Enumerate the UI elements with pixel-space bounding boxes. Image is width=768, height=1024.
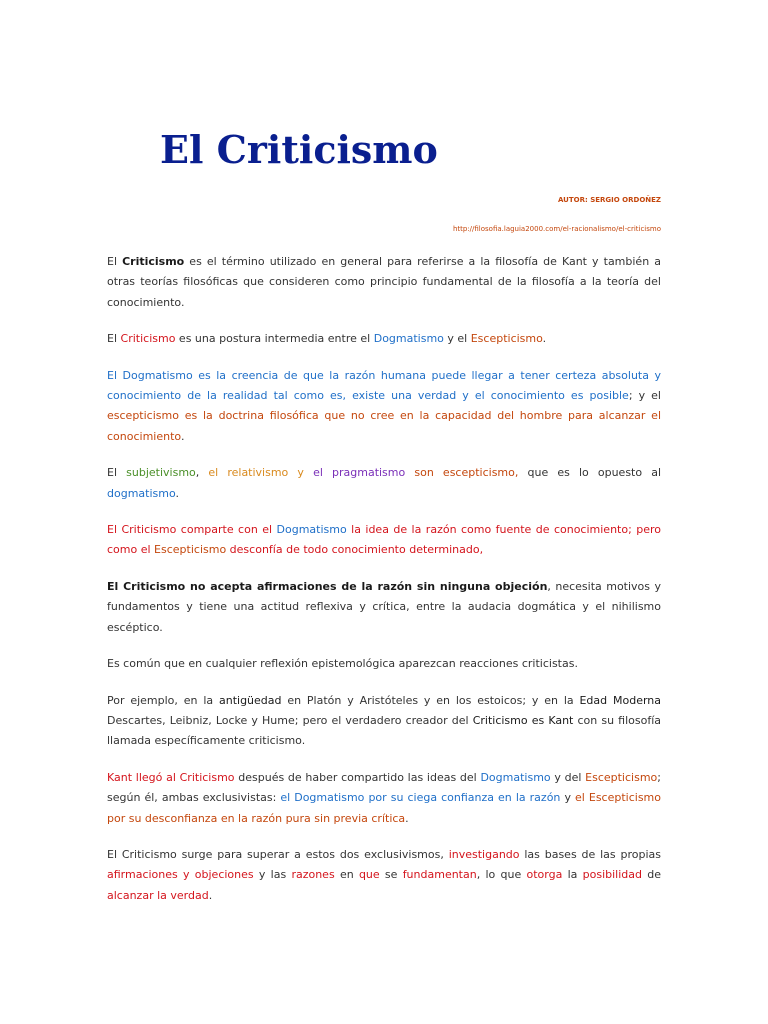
term-antiguedad: antigüedad — [218, 693, 282, 707]
escepticismo-definition: escepticismo es la doctrina filosófica que no cree en la capacidad del hombre para alcanzar el conocimiento — [107, 409, 661, 443]
term-dogmatismo: Dogmatismo — [276, 523, 347, 537]
page-title: El Criticismo — [160, 127, 438, 172]
paragraph-6: El Criticismo no acepta afirmaciones de la razón sin ninguna objeción, necesita motivos y fundamentos y tiene una actitud reflexiva y crítica, entre la audacia dogmática y el nihilismo escéptico. — [107, 579, 661, 634]
term-criticismo-kant: Criticismo es Kant — [472, 713, 574, 727]
paragraph-10: El Criticismo surge para superar a estos dos exclusivismos, investigando las bases de las propias afirmaciones y objeciones y las razones en que se fundamentan, lo que otorga la posibilidad de alcanzar la verdad. — [107, 847, 662, 902]
term-relativismo: el relativismo — [208, 466, 289, 480]
paragraph-4: El subjetivismo, el relativismo y el pragmatismo son escepticismo, que es lo opuesto al dogmatismo. — [107, 466, 662, 500]
term-escepticismo: Escepticismo — [585, 770, 658, 784]
term-pragmatismo: el pragmatismo — [313, 466, 406, 480]
dogmatismo-definition: El Dogmatismo es la creencia de que la razón humana puede llegar a tener certeza absoluta y conocimiento de la realidad tal como es, existe una verdad y el conocimiento es posible — [107, 368, 661, 403]
author-line: AUTOR: SERGIO ORDOÑEZ — [557, 196, 661, 204]
term-criticismo: Criticismo — [122, 255, 185, 268]
article-body — [107, 252, 661, 906]
source-url: http://filosofia.laguia2000.com/el-racionalismo/el-criticismo — [452, 225, 661, 233]
paragraph-5: El Criticismo comparte con el Dogmatismo la idea de la razón como fuente de conocimiento; pero como el Escepticismo desconfía de todo conocimiento determinado, — [107, 523, 661, 557]
paragraph-3: El Dogmatismo es la creencia de que la razón humana puede llegar a tener certeza absoluta y conocimiento de la realidad tal como es, existe una verdad y el conocimiento es posible; y el escepticismo es la doctrina filosófica que no cree en la capacidad del hombre para alcanzar el conocimiento. — [107, 368, 661, 443]
term-edad-moderna: Edad Moderna — [579, 693, 661, 707]
paragraph-2: El Criticismo es una postura intermedia entre el Dogmatismo y el Escepticismo. — [107, 332, 547, 346]
term-subjetivismo: subjetivismo — [126, 466, 196, 480]
term-criticismo: Criticismo — [120, 332, 176, 346]
term-escepticismo: Escepticismo — [470, 332, 543, 346]
term-criticismo: Criticismo — [179, 770, 235, 784]
paragraph-1: El Criticismo es el término utilizado en general para referirse a la filosofía de Kant y también a otras teorías filosóficas que consideren como principio fundamental de la filosofía a la teoría del conocimiento. — [107, 255, 661, 309]
paragraph-8: Por ejemplo, en la antigüedad en Platón y Aristóteles y en los estoicos; y en la Edad Moderna Descartes, Leibniz, Locke y Hume; pero el verdadero creador del Criticismo es Kant con su filosofía llamada específicamente criticismo. — [107, 693, 662, 748]
term-dogmatismo: Dogmatismo — [373, 332, 444, 346]
paragraph-7: Es común que en cualquier reflexión epistemológica aparezcan reacciones criticistas. — [107, 657, 578, 671]
term-dogmatismo: Dogmatismo — [480, 770, 551, 784]
term-escepticismo: Escepticismo — [154, 543, 227, 557]
paragraph-9: Kant llegó al Criticismo después de haber compartido las ideas del Dogmatismo y del Escepticismo; según él, ambas exclusivistas: el Dogmatismo por su ciega confianza en la razón y el Escepticismo por su desconfianza en la razón pura sin previa crítica. — [107, 770, 661, 825]
term-dogmatismo: dogmatismo — [107, 486, 176, 500]
